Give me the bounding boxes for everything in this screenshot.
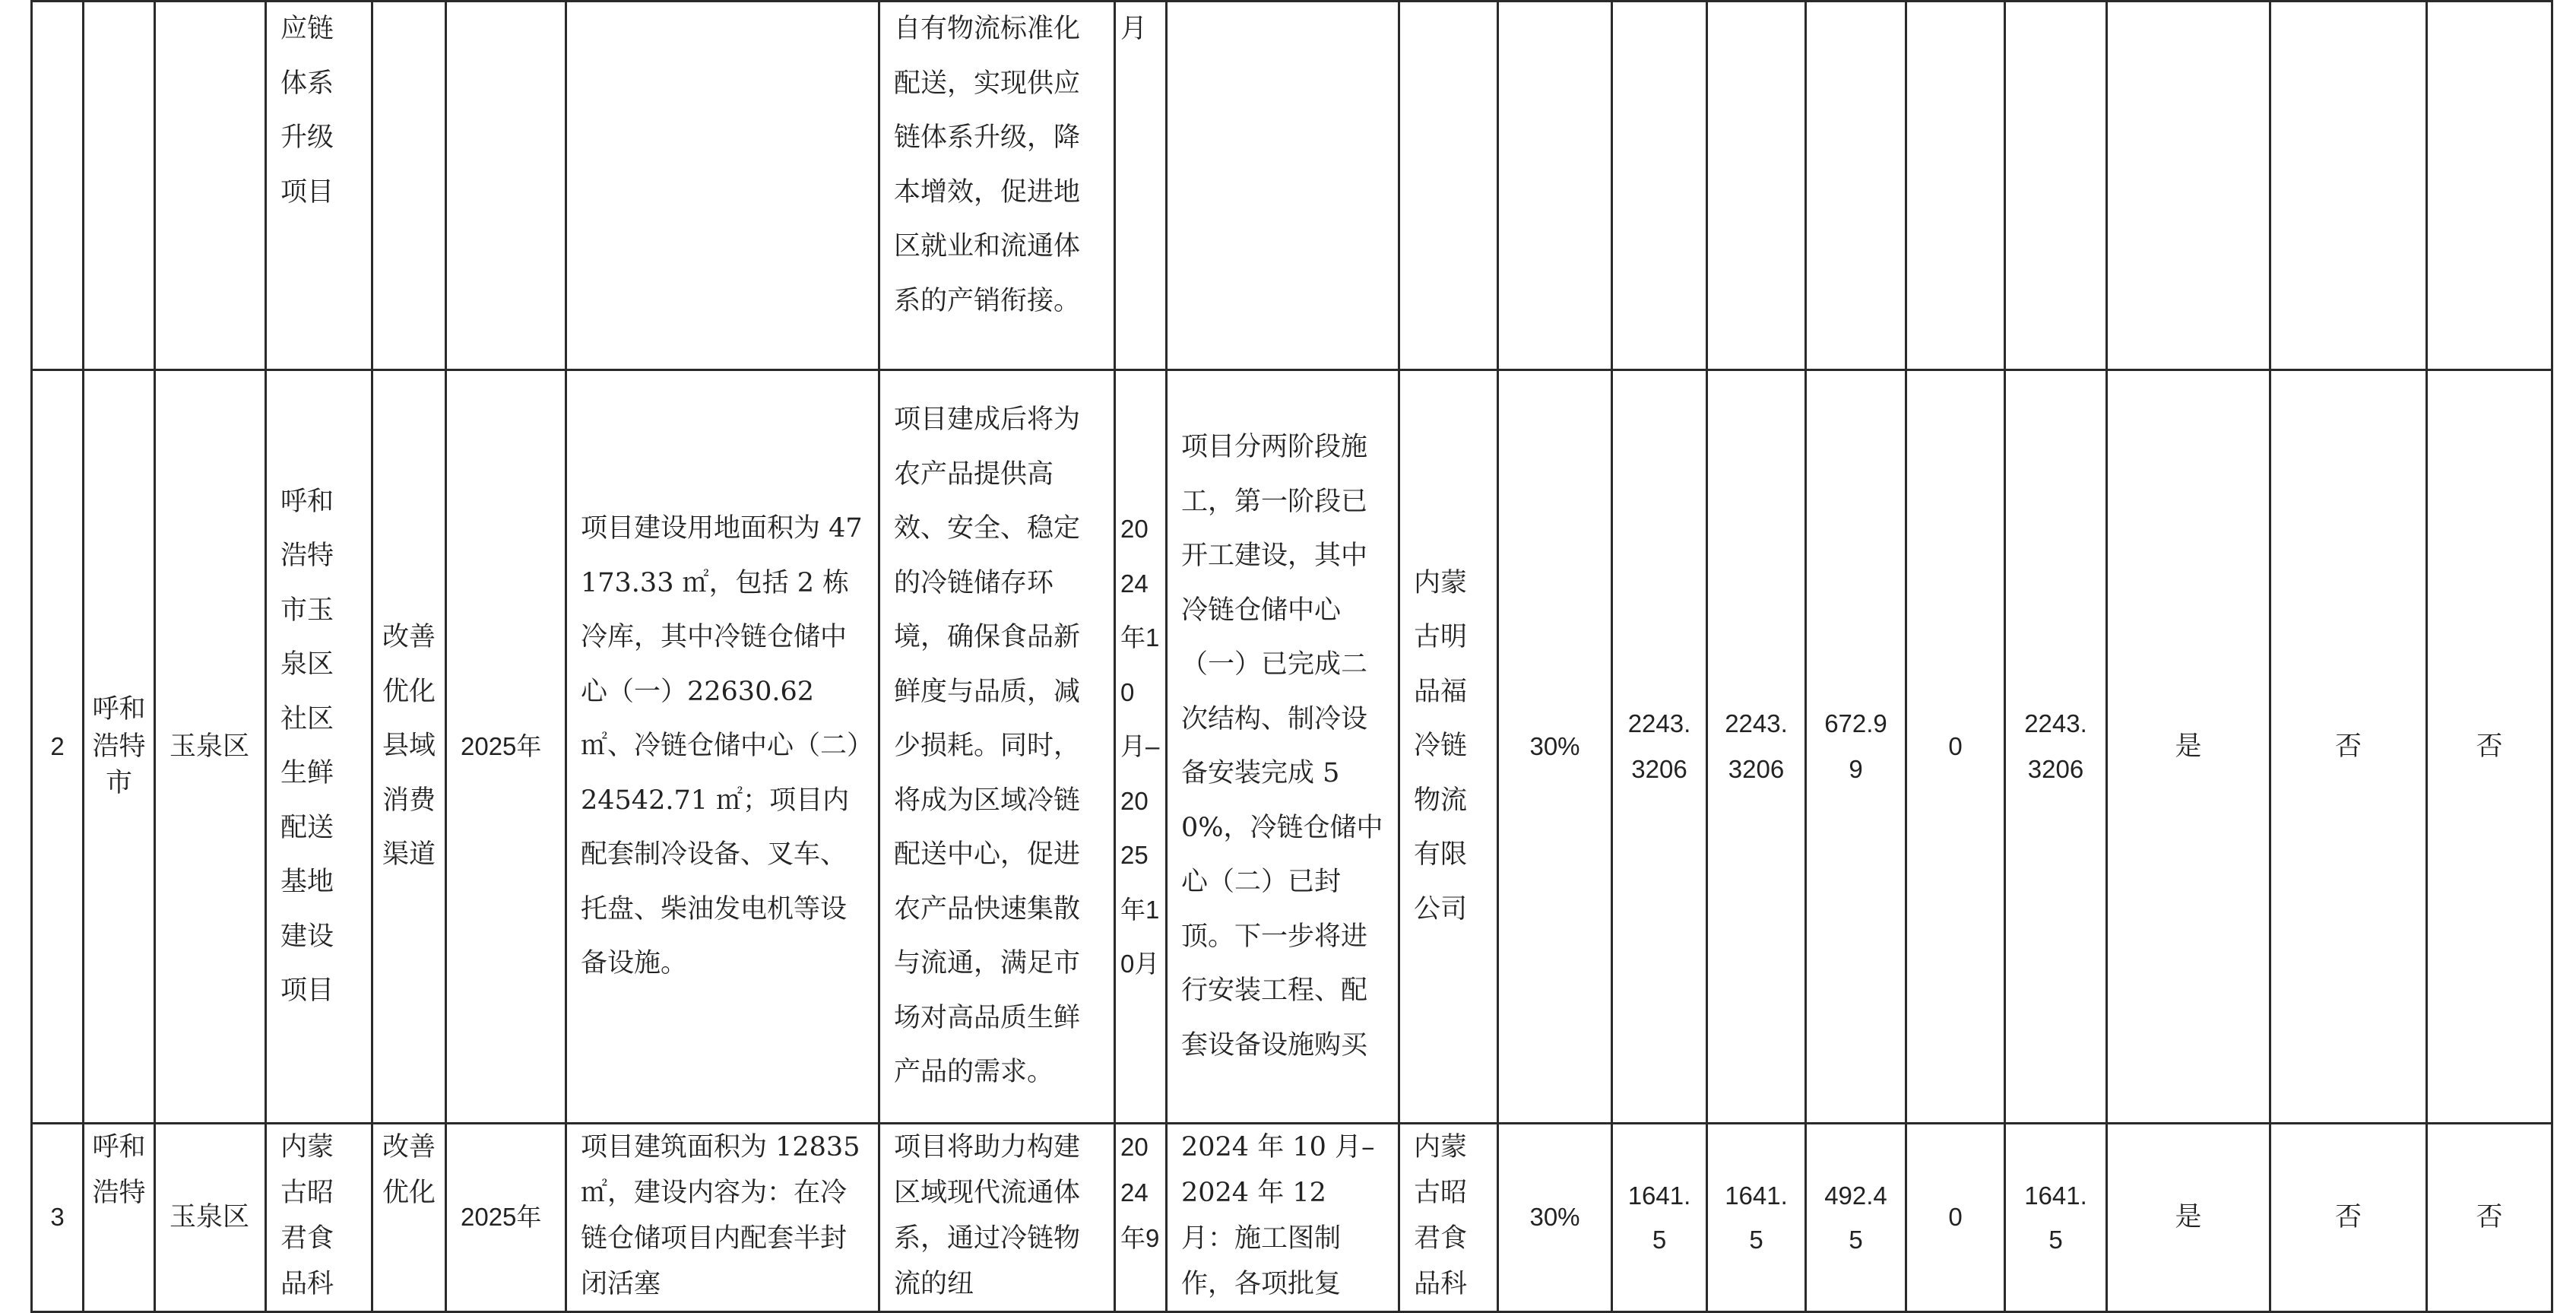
flag-2-cell [2270,1124,2427,1312]
subsidy-cell [1806,2,1906,370]
flag-1-cell [2107,370,2270,1124]
flag-3: 否 [2476,731,2503,762]
flag-2-cell [2270,370,2427,1124]
row-number: 3 [50,1203,65,1232]
other-funds: 0 [1948,731,1963,760]
no-cell [32,370,84,1124]
flag-1: 是 [2175,731,2202,762]
construction-content: 项目建筑面积为 12835 ㎡，建设内容为：在冷链仓储项目内配套半封闭活塞 [581,1132,860,1299]
year-cell [446,1124,566,1312]
district-cell [155,1124,266,1312]
construction-period: 月 [1120,14,1148,44]
flag-3-cell [2427,370,2552,1124]
year: 2025年 [461,731,542,760]
subsidy: 672.99 [1824,709,1887,783]
flag-1-cell [2107,1124,2270,1312]
progress: 项目分两阶段施工，第一阶段已开工建设，其中冷链仓储中心（一）已完成二次结构、制冷设备安装完成 50%，冷链仓储中心（二）已封顶。下一步将进行安装工程、配套设备设施购买 [1181,432,1383,1061]
content-cell [566,370,879,1124]
content-cell [566,1124,879,1312]
no-cell [32,1124,84,1312]
flag-1-cell [2107,2,2270,370]
benefit-cell [879,2,1115,370]
city-cell [84,370,155,1124]
planned-investment: 2243.3206 [1725,709,1788,783]
progress-cell [1167,2,1399,370]
completed-investment-cell [2005,370,2107,1124]
district-cell [155,370,266,1124]
city: 呼和浩特 [92,1132,146,1208]
completed-investment: 1641.5 [2024,1181,2087,1254]
completed-investment-cell [2005,1124,2107,1312]
flag-1: 是 [2175,1202,2202,1233]
project-name-cell [266,2,372,370]
total-investment-cell [1612,370,1707,1124]
responsible-entity: 内蒙古明品福冷链物流有限公司 [1414,567,1468,924]
project-name-cell [266,1124,372,1312]
completed-investment-cell [2005,2,2107,370]
subsidy: 492.45 [1824,1181,1887,1254]
table-row [32,370,2552,1124]
city-cell [84,2,155,370]
progress-cell [1167,370,1399,1124]
ratio-cell [1498,370,1612,1124]
construction-content: 项目建设用地面积为 47173.33 ㎡，包括 2 栋冷库，其中冷链仓储中心（一）22630.62 ㎡、冷链仓储中心（二）24542.71 ㎡；项目内配套制冷设备、叉车、托盘、柴油发电机等设备设施。 [581,513,863,979]
project-name: 内蒙古昭君食品科 [280,1132,334,1299]
no-cell [32,2,84,370]
subsidy-cell [1806,1124,1906,1312]
category: 改善优化 [382,1132,436,1208]
project-name-cell [266,370,372,1124]
period-cell [1115,370,1167,1124]
construction-period: 2024年10月–2025年10月 [1120,515,1160,978]
ratio-cell [1498,2,1612,370]
expected-benefit: 项目建成后将为农产品提供高效、安全、稳定的冷链储存环境，确保食品新鲜度与品质，减少损耗。同时，将成为区域冷链配送中心，促进农产品快速集散与流通，满足市场对高品质生鲜产品的需求。 [894,404,1081,1088]
table-row [32,2,2552,370]
year: 2025年 [461,1203,542,1232]
flag-2: 否 [2334,731,2362,762]
other-funds-cell [1906,2,2005,370]
entity-cell [1399,1124,1498,1312]
flag-3-cell [2427,2,2552,370]
flag-2-cell [2270,2,2427,370]
ratio-cell [1498,1124,1612,1312]
entity-cell [1399,370,1498,1124]
planned-investment-cell [1707,2,1806,370]
category-cell [372,370,446,1124]
responsible-entity: 内蒙古昭君食品科 [1414,1132,1468,1299]
district: 玉泉区 [170,1202,250,1233]
other-funds: 0 [1948,1203,1963,1232]
year-cell [446,370,566,1124]
expected-benefit: 项目将助力构建区域现代流通体系，通过冷链物流的纽 [894,1132,1081,1299]
flag-3-cell [2427,1124,2552,1312]
total-investment: 1641.5 [1627,1181,1691,1254]
subsidy-cell [1806,370,1906,1124]
district-cell [155,2,266,370]
table-row [32,1124,2552,1312]
year-cell [446,2,566,370]
project-table [30,0,2553,1313]
flag-3: 否 [2476,1202,2503,1233]
flag-2: 否 [2334,1202,2362,1233]
category-cell [372,2,446,370]
benefit-cell [879,370,1115,1124]
benefit-cell [879,1124,1115,1312]
city-cell [84,1124,155,1312]
total-investment-cell [1612,1124,1707,1312]
planned-investment-cell [1707,1124,1806,1312]
row-number: 2 [50,731,65,760]
period-cell [1115,2,1167,370]
planned-investment: 1641.5 [1725,1181,1788,1254]
planned-investment-cell [1707,370,1806,1124]
content-cell [566,2,879,370]
city: 呼和浩特市 [92,694,146,799]
project-name: 呼和浩特市玉泉区社区生鲜配送基地建设项目 [280,486,334,1006]
other-funds-cell [1906,370,2005,1124]
ratio: 30% [1529,1203,1580,1232]
ratio: 30% [1529,731,1580,760]
project-name: 应链体系升级项目 [280,14,334,208]
period-cell [1115,1124,1167,1312]
entity-cell [1399,2,1498,370]
total-investment-cell [1612,2,1707,370]
category-cell [372,1124,446,1312]
completed-investment: 2243.3206 [2024,709,2087,783]
other-funds-cell [1906,1124,2005,1312]
progress: 2024 年 10 月–2024 年 12 月：施工图制作，各项批复 [1181,1132,1375,1299]
expected-benefit: 自有物流标准化配送，实现供应链体系升级，降本增效，促进地区就业和流通体系的产销衔接。 [894,14,1081,316]
construction-period: 2024年9 [1120,1133,1160,1252]
progress-cell [1167,1124,1399,1312]
district: 玉泉区 [170,731,250,762]
category: 改善优化县域消费渠道 [382,622,436,871]
total-investment: 2243.3206 [1627,709,1691,783]
